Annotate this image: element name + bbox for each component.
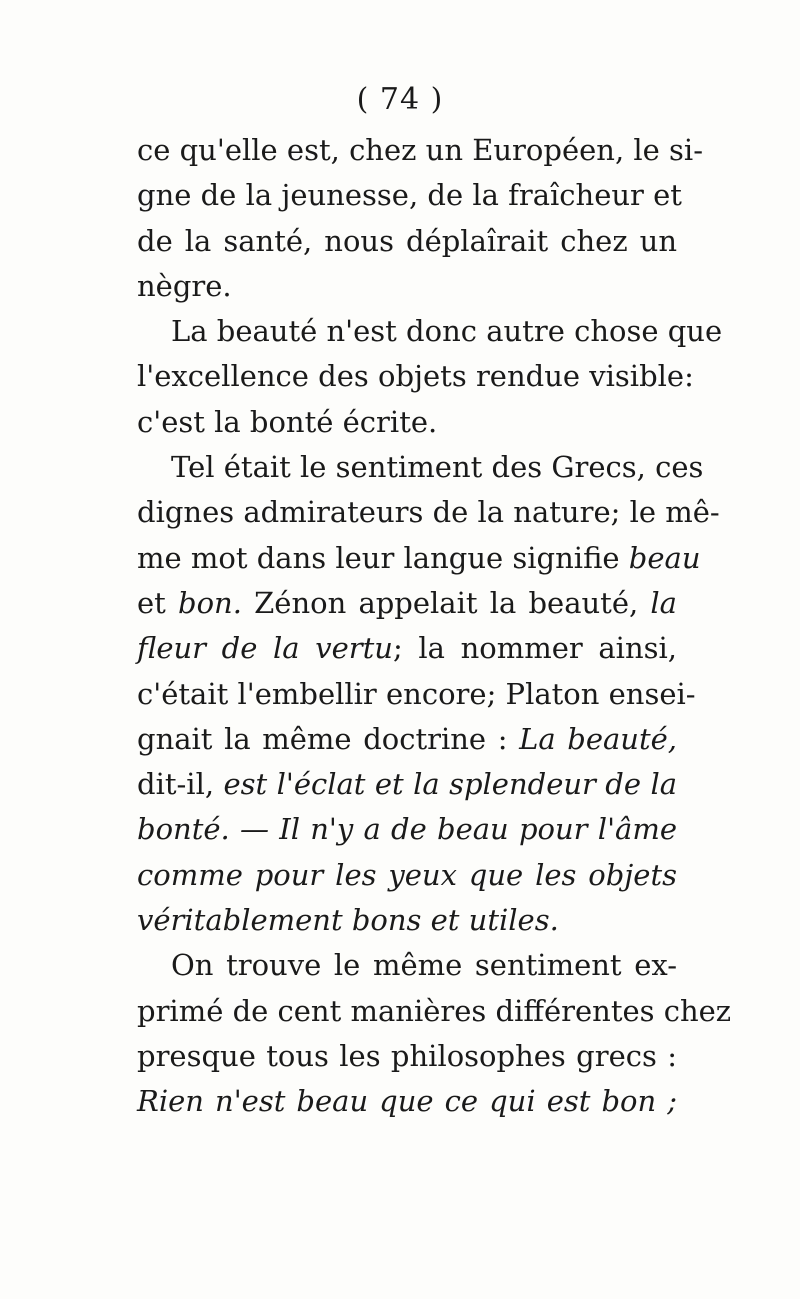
italic-text: fleur de la vertu [137,631,393,666]
text-line [137,354,694,399]
roman-text: c'était l'embellir encore; Platon ensei- [137,676,696,711]
italic-text: est l'éclat et la splendeur de la [223,767,678,802]
text-line [137,309,723,354]
text-line [137,1034,677,1079]
roman-text: dit-il, [137,767,224,802]
roman-text: Zénon appelait la beauté, [241,585,651,620]
text-line [137,536,701,581]
roman-text: ; la nommer ainsi, [392,631,677,666]
text-line [137,445,704,490]
text-line [137,490,720,535]
roman-text: primé de cent manières différentes chez [137,993,732,1028]
page-number: ( 74 ) [356,82,444,117]
roman-text: dignes admirateurs de la nature; le mê- [137,495,720,530]
italic-text: beau [628,540,701,575]
italic-text: comme pour les yeux que les objets [137,857,677,892]
roman-text: gnait la même doctrine : [137,721,520,756]
text-line [137,672,696,717]
roman-text: me mot dans leur langue signifie [137,540,629,575]
italic-text: la [650,585,677,620]
text-line [137,264,677,309]
roman-text: nègre. [137,268,232,303]
text-line [137,943,677,988]
roman-text: et [137,585,179,620]
text-line [137,717,677,762]
roman-text: On trouve le même sentiment ex- [171,948,677,983]
roman-text: presque tous les philosophes grecs : [137,1038,677,1073]
text-line [137,219,677,264]
text-line [137,762,677,807]
text-line [137,173,682,218]
roman-text: c'est la bonté écrite. [137,404,438,439]
text-line [137,581,677,626]
roman-text: l'excellence des objets rendue visible: [137,359,694,394]
text-line [137,989,732,1034]
roman-text: ce qu'elle est, chez un Européen, le si- [137,133,703,167]
text-line [137,1079,677,1124]
roman-text: Tel était le sentiment des Grecs, ces [171,450,704,485]
text-line [137,807,677,852]
italic-text: La beauté, [519,721,678,756]
italic-text: bonté. — Il n'y a de beau pour l'âme [137,812,677,847]
italic-text: véritablement bons et utiles. [137,903,559,938]
roman-text: gne de la jeunesse, de la fraîcheur et [137,178,682,213]
text-line [137,400,677,445]
body-text [137,128,732,1125]
text-line [137,128,703,173]
roman-text: de la santé, nous déplaîrait chez un [137,223,677,258]
italic-text: bon. [178,585,242,620]
text-line [137,898,677,943]
roman-text: La beauté n'est donc autre chose que [171,314,723,349]
italic-text: Rien n'est beau que ce qui est bon ; [137,1084,677,1119]
text-line [137,853,677,898]
text-line [137,626,677,671]
